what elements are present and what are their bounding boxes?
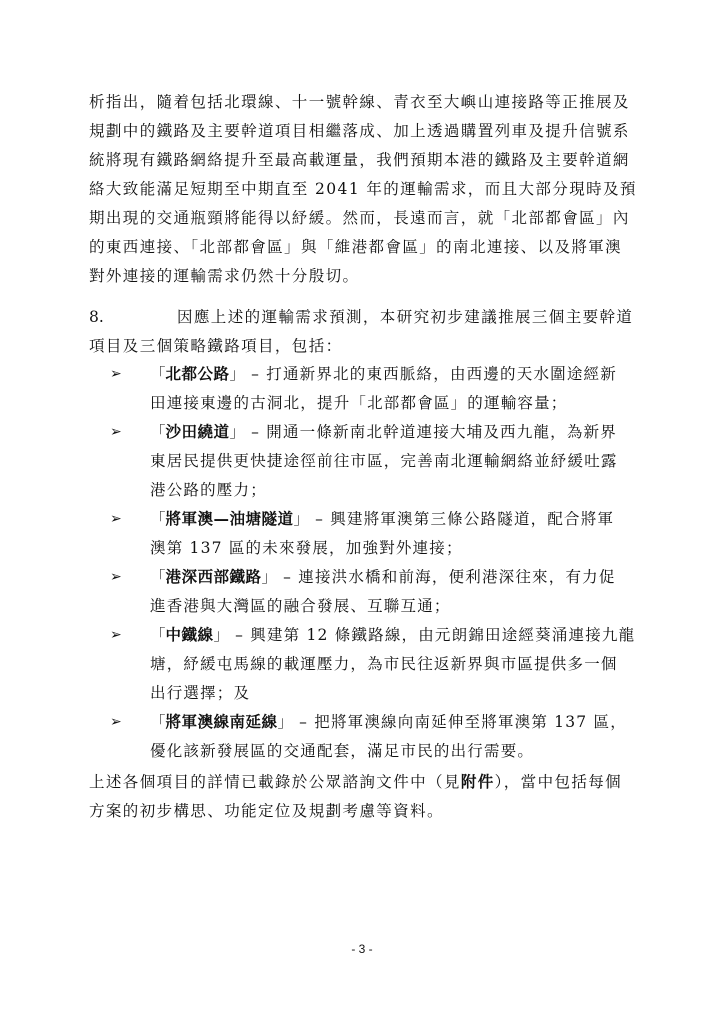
text-line: 港公路的壓力； [150, 481, 267, 499]
list-item-hk-sz-western-rail [110, 563, 650, 621]
paragraph-analysis [89, 88, 647, 291]
list-item-tko-yau-tong-tunnel [110, 505, 650, 563]
text-line: 「將軍澳線南延線」 – 把將軍澳線向南延伸至將軍澳第 137 區， [150, 713, 627, 731]
text-line: 上述各個項目的詳情已載錄於公眾諮詢文件中（見附件），當中包括每個 [89, 773, 623, 791]
list-item-central-rail-link [110, 621, 650, 708]
list-item-northern-metropolis-highway [110, 360, 650, 418]
text-line: 東居民提供更快捷途徑前往市區，完善南北運輸網絡並紓緩吐露 [150, 452, 618, 470]
list-item-tko-line-southern-extension [110, 708, 650, 766]
paragraph-details [89, 768, 647, 826]
paragraph-text: 因應上述的運輸需求預測，本研究初步建議推展三個主要幹道 [177, 308, 634, 326]
arrow-bullet-icon: ➢ [110, 511, 122, 527]
text-line: 澳第 137 區的未來發展，加強對外連接； [150, 539, 463, 557]
text-line: 統將現有鐵路網絡提升至最高載運量，我們預期本港的鐵路及主要幹道網 [89, 151, 630, 169]
text-line: 進香港與大灣區的融合發展、互聯互通； [150, 597, 451, 615]
text-line: 「將軍澳—油塘隧道」 – 興建將軍澳第三條公路隧道，配合將軍 [150, 510, 615, 528]
arrow-bullet-icon: ➢ [110, 627, 122, 643]
project-title: 中鐵線 [165, 626, 214, 644]
project-title: 沙田繞道 [165, 423, 230, 441]
project-list [110, 360, 650, 766]
text-line: 析指出，隨着包括北環線、十一號幹線、青衣至大嶼山連接路等正推展及 [89, 93, 630, 111]
text-line: 出行選擇；及 [150, 684, 251, 702]
annex-reference: 附件 [460, 773, 495, 791]
text-line: 「沙田繞道」 – 開通一條新南北幹道連接大埔及西九龍，為新界 [150, 423, 617, 441]
text-line: 田連接東邊的古洞北，提升「北部都會區」的運輸容量； [150, 394, 568, 412]
text-line: 項目及三個策略鐵路項目，包括： [89, 337, 343, 355]
text-line: 的東西連接、「北部都會區」與「維港都會區」的南北連接、以及將軍澳 [89, 238, 623, 256]
project-title: 北都公路 [165, 365, 230, 383]
text-line: 「北都公路」 – 打通新界北的東西脈絡，由西邊的天水圍途經新 [150, 365, 617, 383]
paragraph-8 [89, 303, 647, 361]
text-line: 期出現的交通瓶頸將能得以紓緩。然而，長遠而言，就「北部都會區」內 [89, 209, 630, 227]
text-line [89, 303, 647, 332]
arrow-bullet-icon: ➢ [110, 366, 122, 382]
arrow-bullet-icon: ➢ [110, 569, 122, 585]
text-line: 塘，紓緩屯馬線的載運壓力，為市民往返新界與市區提供多一個 [150, 655, 618, 673]
page-number: - 3 - [351, 942, 373, 956]
project-title: 港深西部鐵路 [165, 568, 262, 586]
text-line: 絡大致能滿足短期至中期直至 2041 年的運輸需求，而且大部分現時及預 [89, 180, 637, 198]
text-line: 優化該新發展區的交通配套，滿足市民的出行需要。 [150, 742, 535, 760]
project-title: 將軍澳—油塘隧道 [165, 510, 294, 528]
text-line: 規劃中的鐵路及主要幹道項目相繼落成、加上透過購置列車及提升信號系 [89, 122, 630, 140]
arrow-bullet-icon: ➢ [110, 424, 122, 440]
text-line: 對外連接的運輸需求仍然十分殷切。 [89, 267, 360, 285]
text-line: 「港深西部鐵路」 – 連接洪水橋和前海，便利港深往來，有力促 [150, 568, 616, 586]
project-title: 將軍澳線南延線 [165, 713, 278, 731]
text-line: 方案的初步構思、功能定位及規劃考慮等資料。 [89, 802, 444, 820]
arrow-bullet-icon: ➢ [110, 714, 122, 730]
text-line: 「中鐵線」 – 興建第 12 條鐵路線，由元朗錦田途經葵涌連接九龍 [150, 626, 636, 644]
paragraph-number: 8. [89, 308, 104, 326]
list-item-shatin-bypass [110, 418, 650, 505]
